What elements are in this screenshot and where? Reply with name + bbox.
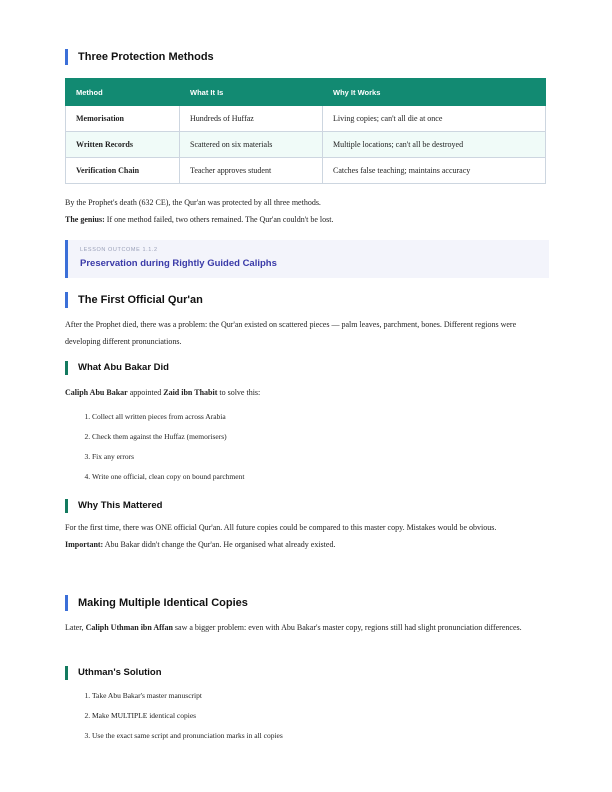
caliph-name: Caliph Abu Bakar: [65, 388, 128, 397]
lesson-outcome-label: LESSON OUTCOME 1.1.2: [80, 247, 158, 253]
scribe-name: Zaid ibn Thabit: [163, 388, 218, 397]
summary-paragraph: [65, 194, 546, 228]
table-row: [66, 158, 546, 184]
table-header-row: [66, 79, 546, 106]
subheading-why-mattered: Why This Mattered: [65, 499, 162, 513]
lesson-outcome-box: [65, 240, 549, 278]
subheading-uthman-solution: Uthman's Solution: [65, 666, 162, 680]
list-item: 1. Collect all written pieces from across Arabia: [92, 407, 542, 427]
abu-bakar-steps-list: [65, 407, 542, 487]
genius-text: If one method failed, two others remained. The Qur'an couldn't be lost.: [104, 215, 334, 224]
mattered-text: For the first time, there was ONE official Qur'an. All future copies could be compared to this master copy. Mistakes would be obvious.: [65, 523, 497, 532]
intro-connector: appointed: [127, 388, 164, 397]
list-item: 3. Fix any errors: [92, 447, 542, 467]
genius-label: The genius:: [65, 215, 105, 224]
important-line: [65, 536, 546, 553]
table-cell-method: Verification Chain: [66, 158, 180, 184]
table-row: [66, 106, 546, 132]
list-item: 2. Check them against the Huffaz (memorisers): [92, 427, 542, 447]
uthman-steps-list: [65, 686, 542, 746]
section-heading-first-quran: The First Official Qur'an: [65, 292, 203, 308]
important-label: Important:: [65, 540, 104, 549]
subheading-abu-bakar: What Abu Bakar Did: [65, 361, 169, 375]
list-item: 2. Make MULTIPLE identical copies: [92, 706, 542, 726]
first-quran-paragraph: After the Prophet died, there was a problem: the Qur'an existed on scattered pieces — palm leaves, parchment, bones. Different regions were developing different pronunciations.: [65, 320, 517, 346]
table-cell-method: Memorisation: [66, 106, 180, 132]
table-row: [66, 132, 546, 158]
copies-text-start: Later,: [65, 623, 86, 632]
mattered-paragraph: [65, 519, 546, 553]
uthman-name: Caliph Uthman ibn Affan: [85, 623, 173, 632]
copies-text-end: saw a bigger problem: even with Abu Bakar's master copy, regions still had slight pronunciation differences.: [172, 623, 522, 632]
summary-text: By the Prophet's death (632 CE), the Qur'an was protected by all three methods.: [65, 198, 321, 207]
list-item: 1. Take Abu Bakar's master manuscript: [92, 686, 542, 706]
table-cell-why: Living copies; can't all die at once: [323, 106, 546, 132]
section-heading-protection-methods: Three Protection Methods: [65, 49, 214, 65]
column-header-method: Method: [66, 79, 180, 106]
column-header-what: What It Is: [180, 79, 323, 106]
list-item: 3. Use the exact same script and pronunciation marks in all copies: [92, 726, 542, 746]
table-cell-what: Teacher approves student: [180, 158, 323, 184]
important-text: Abu Bakar didn't change the Qur'an. He organised what already existed.: [103, 540, 336, 549]
table-cell-what: Scattered on six materials: [180, 132, 323, 158]
protection-methods-table: [65, 78, 546, 184]
abu-bakar-intro: [65, 384, 546, 401]
table-cell-method: Written Records: [66, 132, 180, 158]
genius-line: [65, 211, 546, 228]
list-item: 4. Write one official, clean copy on bound parchment: [92, 467, 542, 487]
section-heading-multiple-copies: Making Multiple Identical Copies: [65, 595, 248, 611]
intro-end: to solve this:: [217, 388, 261, 397]
copies-paragraph: [65, 619, 546, 636]
column-header-why: Why It Works: [323, 79, 546, 106]
table-cell-why: Catches false teaching; maintains accuracy: [323, 158, 546, 184]
table-cell-what: Hundreds of Huffaz: [180, 106, 323, 132]
table-cell-why: Multiple locations; can't all be destroyed: [323, 132, 546, 158]
lesson-outcome-title: Preservation during Rightly Guided Caliphs: [80, 258, 277, 269]
